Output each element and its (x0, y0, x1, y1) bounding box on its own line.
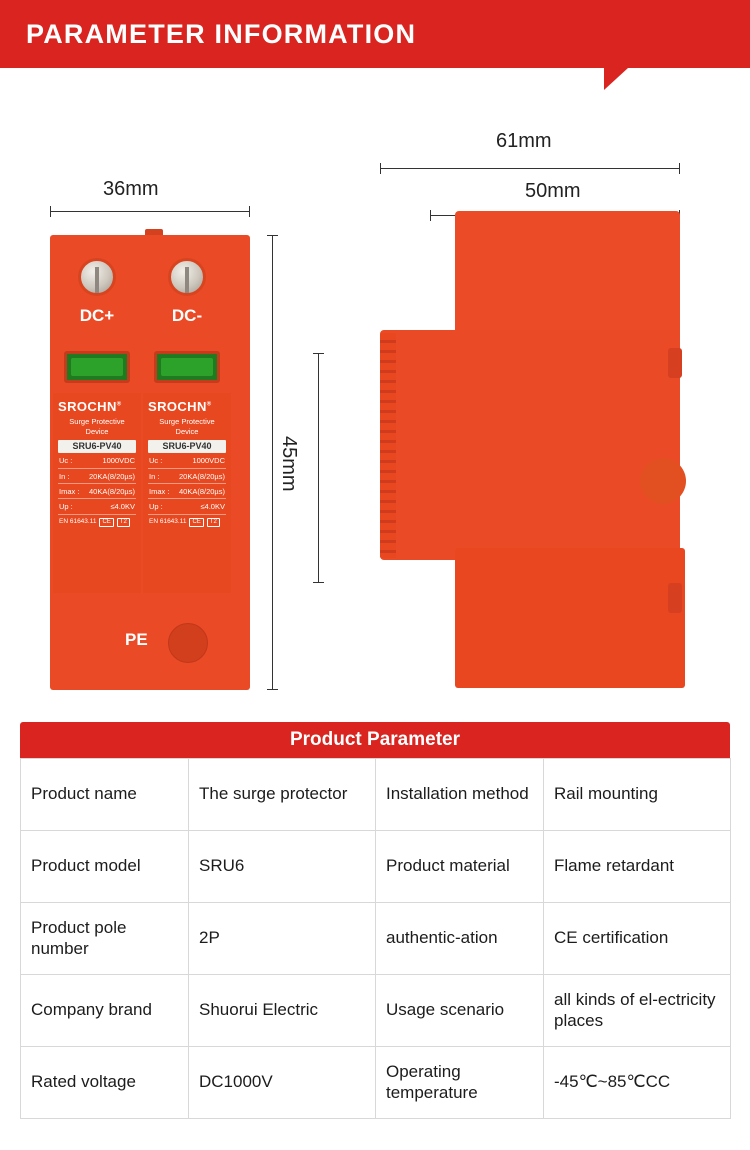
table-cell-value: DC1000V (189, 1047, 376, 1119)
table-cell-key: Product pole number (21, 903, 189, 975)
terminal-screw-right (168, 258, 206, 296)
brand-subtitle-line2: Device (175, 426, 199, 436)
table-row (21, 1047, 731, 1119)
page-title: PARAMETER INFORMATION (26, 19, 417, 49)
spec-row (58, 453, 136, 468)
table-row (21, 903, 731, 975)
front-height-dimension-line (272, 235, 273, 690)
type2-mark-icon: T2 (207, 518, 220, 528)
certification-row (148, 515, 226, 528)
ce-mark-icon: CE (99, 518, 113, 528)
spec-value: ≤4.0KV (110, 502, 135, 512)
spec-value: ≤4.0KV (200, 502, 225, 512)
spec-key: Imax : (59, 487, 80, 496)
brand-name: SROCHN® (148, 399, 212, 414)
side-inner-depth-dimension-label: 50mm (525, 180, 581, 202)
table-cell-value: 2P (189, 903, 376, 975)
spec-row (58, 469, 136, 484)
header-banner (0, 0, 750, 68)
table-cell-value: SRU6 (189, 831, 376, 903)
dimension-tick (679, 163, 680, 174)
spec-key: In : (149, 471, 160, 481)
front-width-dimension-line (50, 211, 250, 212)
dimension-tick (313, 353, 324, 354)
table-cell-value: CE certification (544, 903, 731, 975)
side-height-dimension-line (318, 353, 319, 583)
spec-key: In : (59, 471, 70, 481)
dimension-tick (249, 206, 250, 217)
table-cell-value: all kinds of el-ectricity places (544, 975, 731, 1047)
side-view-knob (640, 458, 686, 504)
side-view-mid-body (380, 330, 680, 560)
table-cell-key: Rated voltage (21, 1047, 189, 1119)
terminal-screw-left (78, 258, 116, 296)
standard-code: EN 61643.11 (149, 518, 187, 526)
spec-row (148, 484, 226, 499)
table-cell-key: Company brand (21, 975, 189, 1047)
spec-row (58, 484, 136, 499)
standard-code: EN 61643.11 (59, 518, 97, 526)
dimension-tick (267, 689, 278, 690)
dimension-tick (50, 206, 51, 217)
brand-subtitle (148, 417, 226, 436)
dimension-tick (267, 235, 278, 236)
brand-subtitle (58, 417, 136, 436)
spec-value: 1000VDC (192, 456, 225, 466)
table-cell-value: Rail mounting (544, 759, 731, 831)
pole-label-dc-positive: DC+ (79, 306, 115, 325)
side-height-dimension-label: 45mm (278, 436, 300, 492)
spec-key: Uc : (59, 456, 73, 466)
brand-subtitle-line2: Device (85, 426, 109, 436)
spec-row (148, 499, 226, 514)
ground-terminal-label: PE (125, 630, 148, 649)
table-row (21, 831, 731, 903)
spec-value: 40KA(8/20µs) (178, 487, 225, 496)
side-view-ridges (380, 333, 396, 558)
product-label-right (143, 393, 231, 593)
certification-row (58, 515, 136, 528)
spec-key: Imax : (149, 487, 170, 496)
brand-subtitle-line1: Surge Protective (159, 417, 215, 427)
product-label-left (53, 393, 141, 593)
table-cell-key: Product name (21, 759, 189, 831)
status-window-right (154, 351, 220, 383)
table-row (21, 975, 731, 1047)
table-cell-key: Product material (376, 831, 544, 903)
status-window-left (64, 351, 130, 383)
ce-mark-icon: CE (189, 518, 203, 528)
dimension-tick (313, 582, 324, 583)
brand-name: SROCHN® (58, 399, 122, 414)
table-cell-key: authentic-ation (376, 903, 544, 975)
table-cell-value: -45℃~85℃CC (544, 1047, 731, 1119)
table-cell-key: Product model (21, 831, 189, 903)
brand-subtitle-line1: Surge Protective (69, 417, 125, 427)
table-cell-value: Shuorui Electric (189, 975, 376, 1047)
side-view-lower-body (455, 548, 685, 688)
product-parameter-section (20, 722, 730, 1119)
spec-key: Up : (59, 502, 73, 512)
spec-row (148, 469, 226, 484)
table-row (21, 759, 731, 831)
side-depth-dimension-line (380, 168, 680, 169)
pole-label-dc-negative: DC- (171, 306, 203, 325)
dimension-tick (430, 210, 431, 221)
table-cell-value: Flame retardant (544, 831, 731, 903)
product-parameter-table (20, 758, 731, 1119)
spec-row (148, 453, 226, 468)
side-depth-dimension-label: 61mm (496, 130, 552, 152)
spec-value: 20KA(8/20µs) (88, 471, 135, 481)
table-cell-key: Installation method (376, 759, 544, 831)
side-view-notch-lower (668, 583, 682, 613)
model-number: SRU6-PV40 (148, 440, 226, 453)
spec-key: Uc : (149, 456, 163, 466)
spec-value: 1000VDC (102, 456, 135, 466)
spec-row (58, 499, 136, 514)
table-cell-key: Operating temperature (376, 1047, 544, 1119)
product-diagram (0, 68, 750, 708)
table-title: Product Parameter (20, 722, 730, 758)
model-number: SRU6-PV40 (58, 440, 136, 453)
ground-terminal-hole (168, 623, 208, 663)
front-width-dimension-label: 36mm (103, 178, 159, 200)
spec-value: 20KA(8/20µs) (178, 471, 225, 481)
side-view-notch-upper (668, 348, 682, 378)
spec-value: 40KA(8/20µs) (88, 487, 135, 496)
type2-mark-icon: T2 (117, 518, 130, 528)
table-cell-value: The surge protector (189, 759, 376, 831)
table-cell-key: Usage scenario (376, 975, 544, 1047)
spec-key: Up : (149, 502, 163, 512)
dimension-tick (380, 163, 381, 174)
